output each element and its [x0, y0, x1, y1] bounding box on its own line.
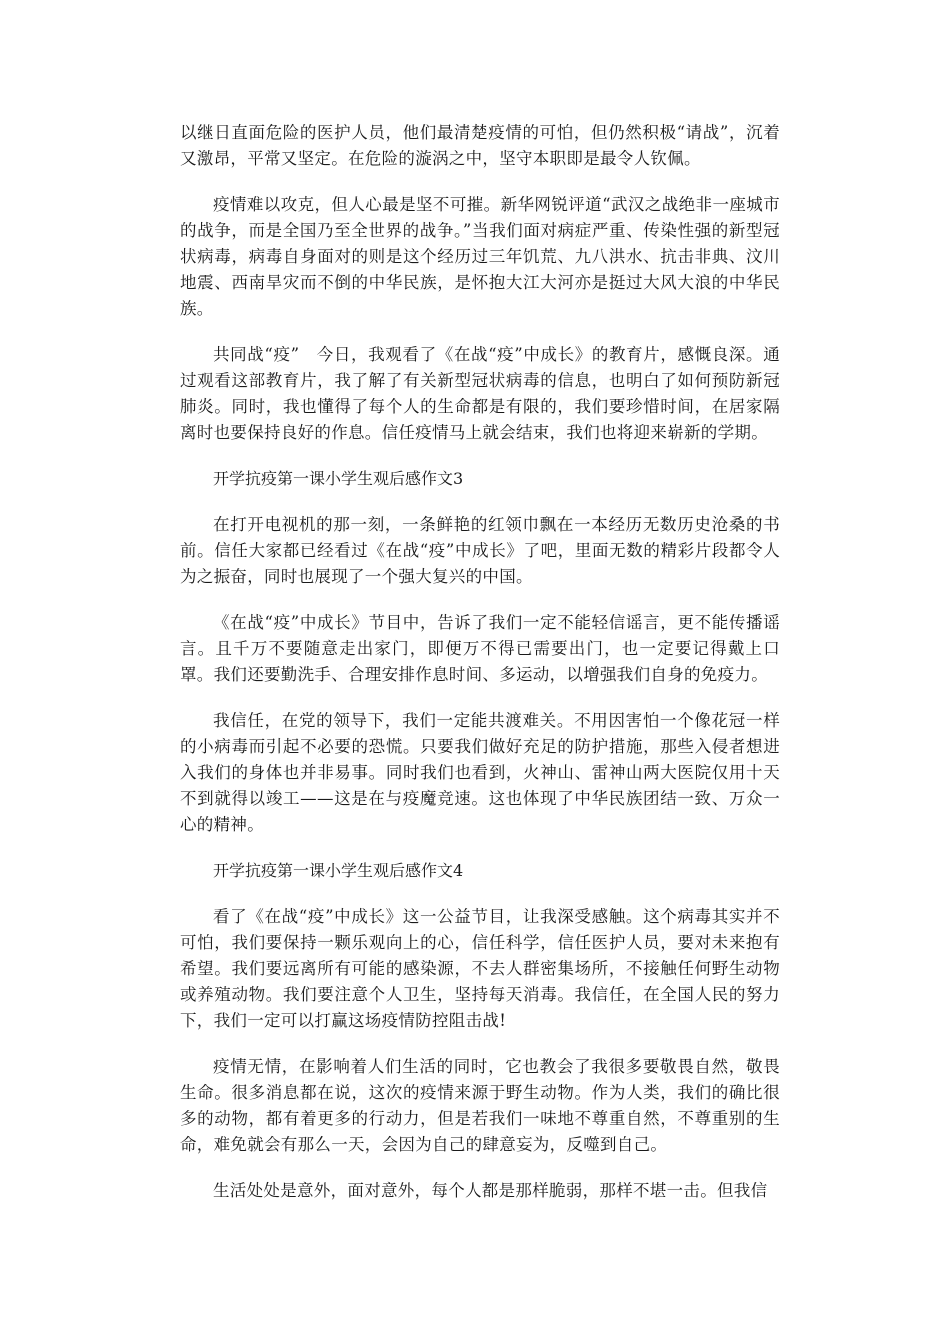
section-heading: 开学抗疫第一课小学生观后感作文3: [213, 469, 464, 488]
section-heading: 开学抗疫第一课小学生观后感作文4: [213, 861, 464, 880]
paragraph: 看了《在战“疫”中成长》这一公益节目，让我深受感触。这个病毒其实并不可怕，我们要保持一颗乐观向上的心，信任科学，信任医护人员，要对未来抱有希望。我们要远离所有可能的感染源，不去人群密集场所，不接触任何野生动物或养殖动物。我们要注意个人卫生，坚持每天消毒。我信任，在全国人民的努力下，我们一定可以打赢这场疫情防控阻击战!: [180, 907, 780, 1030]
paragraph: 生活处处是意外，面对意外，每个人都是那样脆弱，那样不堪一击。但我信: [213, 1181, 768, 1200]
document-body: [180, 120, 780, 1224]
paragraph: 《在战“疫”中成长》节目中，告诉了我们一定不能轻信谣言，更不能传播谣言。且千万不要随意走出家门，即便万不得已需要出门，也一定要记得戴上口罩。我们还要勤洗手、合理安排作息时间、多运动，以增强我们自身的免疫力。: [180, 613, 780, 684]
paragraph: 共同战“疫” 今日，我观看了《在战“疫”中成长》的教育片，感慨良深。通过观看这部教育片，我了解了有关新型冠状病毒的信息，也明白了如何预防新冠肺炎。同时，我也懂得了每个人的生命都是有限的，我们要珍惜时间，在居家隔离时也要保持良好的作息。信任疫情马上就会结束，我们也将迎来崭新的学期。: [180, 345, 780, 442]
paragraph: 在打开电视机的那一刻，一条鲜艳的红领巾飘在一本经历无数历史沧桑的书前。信任大家都已经看过《在战“疫”中成长》了吧，里面无数的精彩片段都令人为之振奋，同时也展现了一个强大复兴的中国。: [180, 515, 780, 586]
paragraph: 我信任，在党的领导下，我们一定能共渡难关。不用因害怕一个像花冠一样的小病毒而引起不必要的恐慌。只要我们做好充足的防护措施，那些入侵者想进入我们的身体也并非易事。同时我们也看到，火神山、雷神山两大医院仅用十天不到就得以竣工——这是在与疫魔竞速。这也体现了中华民族团结一致、万众一心的精神。: [180, 711, 780, 834]
paragraph: 以继日直面危险的医护人员，他们最清楚疫情的可怕，但仍然积极“请战”，沉着又激昂，平常又坚定。在危险的漩涡之中，坚守本职即是最令人钦佩。: [180, 123, 780, 168]
paragraph: 疫情难以攻克，但人心最是坚不可摧。新华网锐评道“武汉之战绝非一座城市的战争，而是全国乃至全世界的战争。”当我们面对病症严重、传染性强的新型冠状病毒，病毒自身面对的则是这个经历过三年饥荒、九八洪水、抗击非典、汶川地震、西南旱灾而不倒的中华民族，是怀抱大江大河亦是挺过大风大浪的中华民族。: [180, 195, 780, 318]
paragraph: 疫情无情，在影响着人们生活的同时，它也教会了我很多要敬畏自然，敬畏生命。很多消息都在说，这次的疫情来源于野生动物。作为人类，我们的确比很多的动物，都有着更多的行动力，但是若我们一味地不尊重自然，不尊重别的生命，难免就会有那么一天，会因为自己的肆意妄为，反噬到自己。: [180, 1057, 780, 1154]
